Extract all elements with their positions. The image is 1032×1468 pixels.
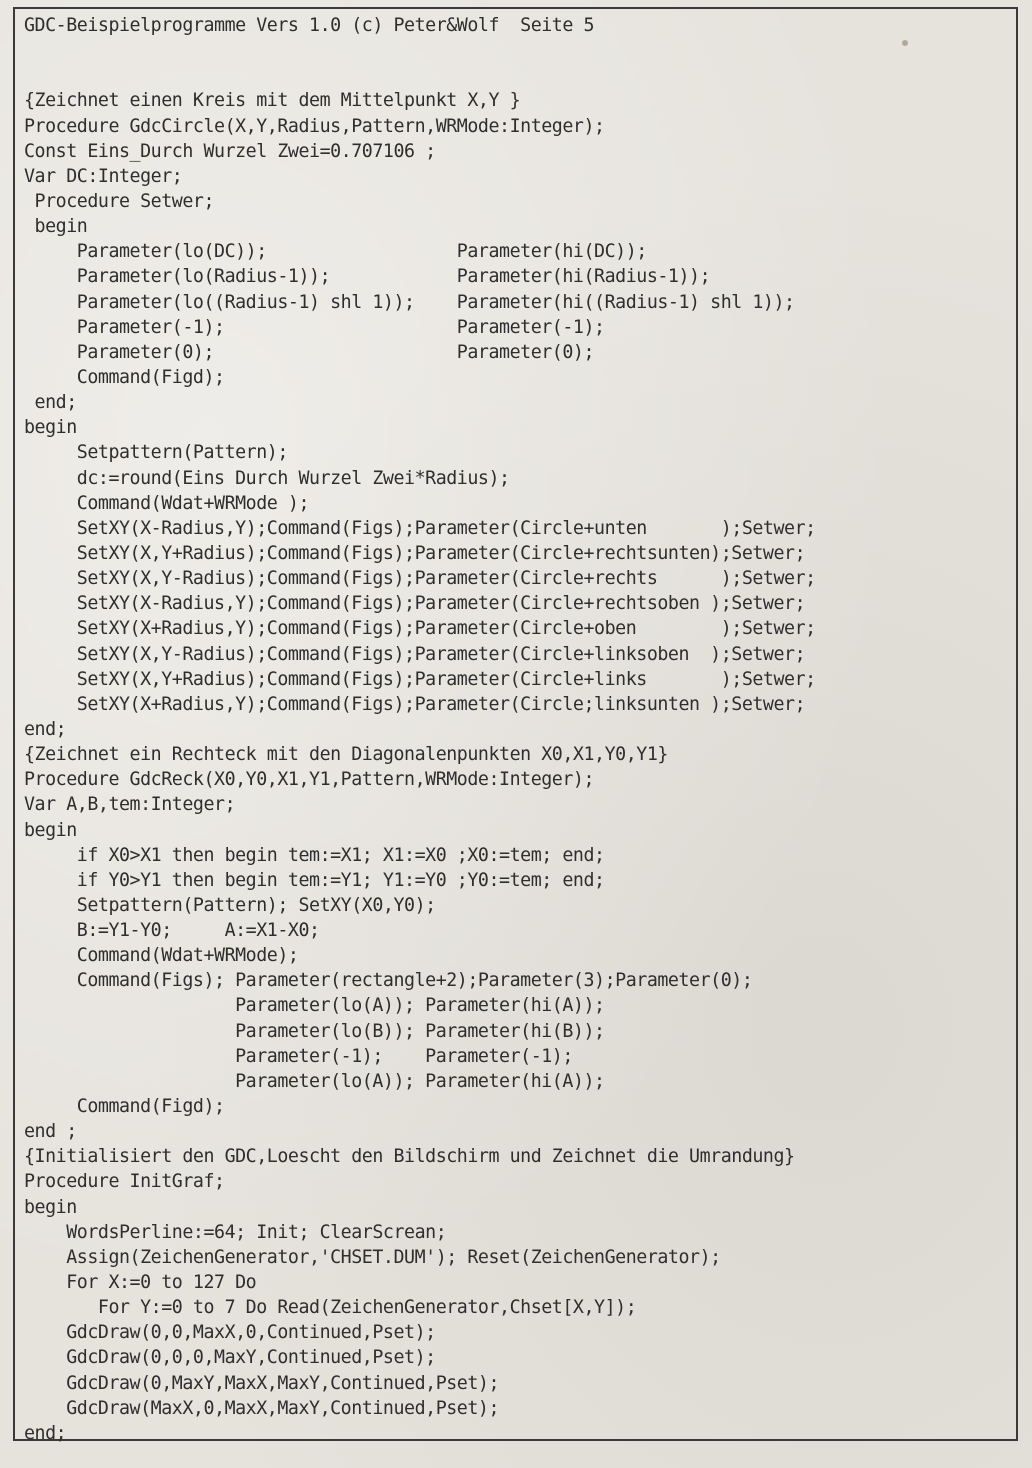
- code-line: For X:=0 to 127 Do: [24, 1272, 257, 1294]
- code-line: SetXY(X,Y+Radius);Command(Figs);Parameter(Circle+rechtsunten);Setwer;: [24, 542, 806, 564]
- code-line: begin: [24, 417, 77, 439]
- code-line: SetXY(X-Radius,Y);Command(Figs);Parameter(Circle+unten );Setwer;: [24, 517, 816, 539]
- code-line: WordsPerline:=64; Init; ClearScrean;: [24, 1221, 447, 1243]
- code-line: Command(Figs); Parameter(rectangle+2);Parameter(3);Parameter(0);: [24, 970, 753, 992]
- code-line: B:=Y1-Y0; A:=X1-X0;: [24, 920, 320, 942]
- code-line: SetXY(X,Y+Radius);Command(Figs);Parameter(Circle+links );Setwer;: [24, 668, 816, 690]
- code-line: SetXY(X,Y-Radius);Command(Figs);Parameter(Circle+linksoben );Setwer;: [24, 643, 806, 665]
- code-line: Procedure GdcCircle(X,Y,Radius,Pattern,WRMode:Integer);: [24, 115, 605, 137]
- page-header: GDC-Beispielprogramme Vers 1.0 (c) Peter&Wolf Seite 5: [24, 15, 595, 36]
- code-line: Parameter(0); Parameter(0);: [24, 341, 595, 363]
- code-line: Command(Figd);: [24, 366, 225, 388]
- code-line: GdcDraw(0,MaxY,MaxX,MaxY,Continued,Pset);: [24, 1372, 500, 1394]
- code-line: Procedure InitGraf;: [24, 1171, 225, 1193]
- code-line: begin: [24, 1196, 77, 1218]
- code-line: GdcDraw(0,0,MaxX,0,Continued,Pset);: [24, 1322, 436, 1344]
- code-line: SetXY(X+Radius,Y);Command(Figs);Parameter(Circle;linksunten );Setwer;: [24, 693, 806, 715]
- code-line: Command(Wdat+WRMode);: [24, 945, 299, 967]
- code-line: Parameter(-1); Parameter(-1);: [24, 1045, 573, 1067]
- code-listing: [24, 13, 816, 1446]
- code-line: Const Eins_Durch Wurzel Zwei=0.707106 ;: [24, 140, 436, 162]
- ink-spot: [902, 40, 908, 46]
- code-line: Parameter(-1); Parameter(-1);: [24, 316, 605, 338]
- code-line: Procedure Setwer;: [24, 190, 215, 212]
- code-line: Command(Wdat+WRMode );: [24, 492, 310, 514]
- code-line: [24, 63, 816, 88]
- code-line: GdcDraw(MaxX,0,MaxX,MaxY,Continued,Pset);: [24, 1397, 500, 1419]
- code-body: [24, 38, 816, 1446]
- code-line: Var A,B,tem:Integer;: [24, 794, 236, 816]
- code-line: {Initialisiert den GDC,Loescht den Bildschirm und Zeichnet die Umrandung}: [24, 1146, 795, 1168]
- code-line: Var DC:Integer;: [24, 165, 183, 187]
- code-line: Parameter(lo((Radius-1) shl 1)); Parameter(hi((Radius-1) shl 1));: [24, 291, 795, 313]
- code-line: {Zeichnet einen Kreis mit dem Mittelpunkt X,Y }: [24, 90, 521, 112]
- code-line: begin: [24, 216, 88, 238]
- code-line: {Zeichnet ein Rechteck mit den Diagonalenpunkten X0,X1,Y0,Y1}: [24, 744, 668, 766]
- code-line: Parameter(lo(DC)); Parameter(hi(DC));: [24, 241, 647, 263]
- code-line: end;: [24, 718, 67, 740]
- code-line: begin: [24, 819, 77, 841]
- code-line: if Y0>Y1 then begin tem:=Y1; Y1:=Y0 ;Y0:=tem; end;: [24, 869, 605, 891]
- code-line: Assign(ZeichenGenerator,'CHSET.DUM'); Reset(ZeichenGenerator);: [24, 1246, 721, 1268]
- code-line: SetXY(X,Y-Radius);Command(Figs);Parameter(Circle+rechts );Setwer;: [24, 568, 816, 590]
- code-line: For Y:=0 to 7 Do Read(ZeichenGenerator,Chset[X,Y]);: [24, 1297, 637, 1319]
- code-line: Setpattern(Pattern);: [24, 442, 288, 464]
- code-line: Parameter(lo(A)); Parameter(hi(A));: [24, 995, 605, 1017]
- code-line: end ;: [24, 1121, 77, 1143]
- code-line: Command(Figd);: [24, 1096, 225, 1118]
- code-line: [24, 38, 816, 63]
- code-line: SetXY(X-Radius,Y);Command(Figs);Parameter(Circle+rechtsoben );Setwer;: [24, 593, 806, 615]
- code-line: Setpattern(Pattern); SetXY(X0,Y0);: [24, 894, 436, 916]
- code-line: Parameter(lo(Radius-1)); Parameter(hi(Radius-1));: [24, 266, 711, 288]
- code-line: GdcDraw(0,0,0,MaxY,Continued,Pset);: [24, 1347, 436, 1369]
- code-line: end;: [24, 392, 77, 414]
- code-line: Parameter(lo(B)); Parameter(hi(B));: [24, 1020, 605, 1042]
- code-line: SetXY(X+Radius,Y);Command(Figs);Parameter(Circle+oben );Setwer;: [24, 618, 816, 640]
- code-line: if X0>X1 then begin tem:=X1; X1:=X0 ;X0:=tem; end;: [24, 844, 605, 866]
- code-line: Parameter(lo(A)); Parameter(hi(A));: [24, 1070, 605, 1092]
- code-line: dc:=round(Eins Durch Wurzel Zwei*Radius);: [24, 467, 510, 489]
- code-line: Procedure GdcReck(X0,Y0,X1,Y1,Pattern,WRMode:Integer);: [24, 769, 595, 791]
- code-line: end;: [24, 1422, 67, 1444]
